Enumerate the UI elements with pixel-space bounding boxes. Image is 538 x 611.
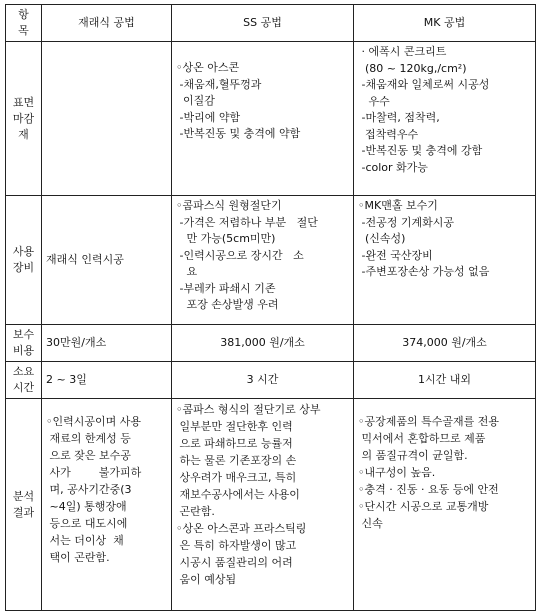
cell-equipment-conventional: 재래식 인력시공: [42, 196, 172, 325]
row-equipment: [6, 196, 536, 325]
cell-cost-ss: 381,000 원/개소: [172, 325, 354, 362]
comparison-table: [5, 4, 536, 611]
row-analysis: [6, 399, 536, 611]
cell-time-ss: 3 시간: [172, 362, 354, 399]
row-label-time: 소요 시간: [6, 362, 42, 399]
cell-time-mk: 1시간 내외: [354, 362, 536, 399]
row-label-surface: 표면 마감 재: [6, 42, 42, 196]
cell-analysis-mk: ◦공장제품의 특수골재를 전용 믹서에서 혼합하므로 제품 의 품질규격이 균일함. ◦내구성이 높음. ◦충격 · 진동 · 요동 등에 안전 ◦단시간 시공으로 교통개방 신속: [354, 399, 536, 611]
cell-surface-conventional: [42, 42, 172, 196]
row-label-analysis: 분석 결과: [6, 399, 42, 611]
cell-surface-mk: · 에폭시 콘크리트 (80 ~ 120kg,/cm²) -채움재와 일체로써 시공성 우수 -마찰력, 점착력, 접착력우수 -반복진동 및 충격에 강함 -color 화가능: [354, 42, 536, 196]
cell-analysis-ss: ◦콤파스 형식의 절단기로 상부 일부분만 절단한후 인력 으로 파쇄하므로 능률저 하는 물론 기존포장의 손 상우려가 매우크고, 특히 재보수공사에서는 사용이 곤란함. ◦상온 아스콘과 프라스틱링 은 특히 하자발생이 많고 시공시 품질관리의 어려 움이 예상됨: [172, 399, 354, 611]
row-surface: [6, 42, 536, 196]
cell-cost-conventional: 30만원/개소: [42, 325, 172, 362]
row-label-equipment: 사용 장비: [6, 196, 42, 325]
cell-analysis-conventional: ◦인력시공이며 사용 재료의 한계성 등 으로 잦은 보수공 사가 불가피하 며, 공사기간중(3 ~4일) 통행장애 등으로 대도시에 서는 더이상 채 택이 곤란함.: [42, 399, 172, 611]
row-cost: [6, 325, 536, 362]
header-mk: MK 공법: [354, 5, 536, 42]
cell-cost-mk: 374,000 원/개소: [354, 325, 536, 362]
cell-time-conventional: 2 ~ 3일: [42, 362, 172, 399]
header-item: 항 목: [6, 5, 42, 42]
cell-surface-ss: ◦상온 아스콘 -채움재,혈뚜껑과 이질감 -박리에 약함 -반복진동 및 충격에 약함: [172, 42, 354, 196]
header-ss: SS 공법: [172, 5, 354, 42]
row-time: [6, 362, 536, 399]
cell-equipment-ss: ◦콤파스식 원형절단기 -가격은 저렴하나 부분 절단 만 가능(5cm미만) -인력시공으로 장시간 소 요 -부레카 파쇄시 기존 포장 손상발생 우려: [172, 196, 354, 325]
cell-equipment-mk: ◦MK맨홀 보수기 -전공정 기계화시공 (신속성) -완전 국산장비 -주변포장손상 가능성 없음: [354, 196, 536, 325]
header-row: [6, 5, 536, 42]
header-conventional: 재래식 공법: [42, 5, 172, 42]
row-label-cost: 보수 비용: [6, 325, 42, 362]
